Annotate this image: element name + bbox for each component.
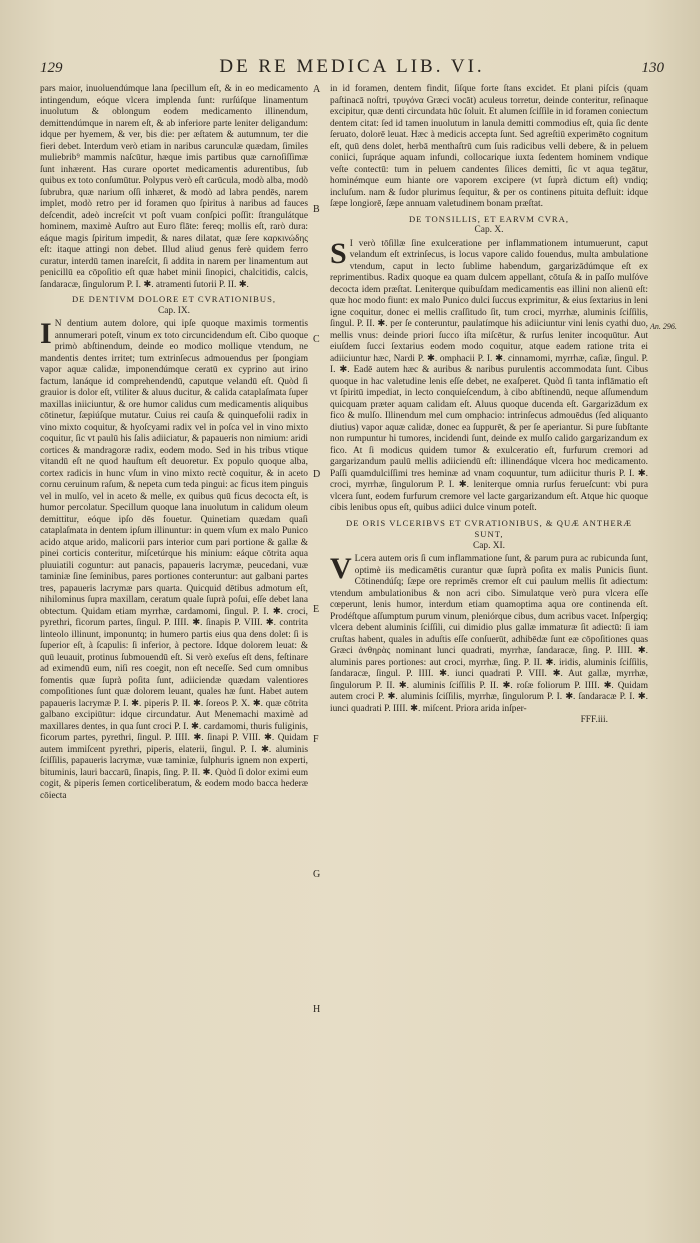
gutter-letter-g: G xyxy=(313,869,321,880)
gutter-letter-a: A xyxy=(313,84,321,95)
paragraph xyxy=(40,319,308,802)
drop-capital: V xyxy=(330,552,352,585)
right-column xyxy=(330,84,648,1224)
paragraph-text: I verò tōſillæ ſine exulceratione per inflammationem intumuerunt, caput velandum eſt extrinſecus, is locus vapore calido fouendus, multa ambulatione vtendum, caput in lecto ſublime habendum, gargarizādúmque eſt ex reprimentibus. Radix quoque ea quam dulcem appellant, cōtuſa & in paſſo mulſóve decocta idem præſtat. Leniterque quibuſdam medicamentis eas illini non alienū eſt: quæ hoc modo fiunt: ex malo Punico dulci ſuccus exprimitur, & eius ſextarius in leni igne coquitur, donec ei mellis craſſitudo ſit, tum croci, myrrhæ, aluminis ſciſſilis, ſingul. P. II. ✱. per ſe conteruntur, paulatímque his adiiciuntur vini lenis cyathi duo, mellis vnus: deinde priori ſucco iſta miſcētur, & rurſus leniter incoquūtur. Aut eiuſdem ſucci ſextarius eodem modo coquitur, atque eadem ratione trita ei adiiciuntur hæc, Nardi P. ✱. omphacii P. I. ✱. cinnamomi, myrrhæ, caſiæ, ſingul. P. I. ✱. Eadē autem hæc & auribus & naribus purulentis accommodata ſunt. Cibus quoque in hac valetudine lenis eſſe debet, ne exaſperet. Quòd ſi tanta inflāmatio eſt vt ſpiritū impediat, in lecto conquieſcendum, à cibo abſtinendū, neque aſſumendum quicquam præter aquam calidam eſt. Aluus quoque ducenda eſt. Gargarizādum ex fico & mulſo. Illinendum mel cum omphacio: intrinſecus admouēdus (ſed aliquanto diutius) vapor aquæ calidæ, donec ea ſuppurēt, & per ſe aperiantur. Si pure ſubſtante non rumpuntur hi tumores, incidendi ſunt, deinde ex mulſo calido gargarizandum ex fico. At ſi modicus quidem tumor & exulceratio eſt, furfurum cremori ad gargarizandum paulū mellis adiiciendū eſt: illinendáque vlcera hoc medicamento. Paſſi quamdulciſſimi tres heminæ ad vnam coquuntur, tum adiicitur thuris P. I. ✱. croci, myrrhæ, ſingulorum P. I. ✱. leniterque omnia rurſus ferueſcunt: vbi pura vlcera ſunt, eodem furfurum cremore vel lacte gargarizandum eſt. Atque hic quoque cibis lenibus opus eſt, quibus adiici dulce vinum poteſt. xyxy=(330,238,648,513)
paragraph xyxy=(330,554,648,715)
signature-mark: FFF.iii. xyxy=(580,715,608,725)
section-heading: DE ORIS VLCERIBVS ET CVRATIONIBUS, & QUÆ ANTHERÆ SUNT, xyxy=(346,517,632,539)
running-header xyxy=(40,56,664,78)
gutter-letter-h: H xyxy=(313,1004,321,1015)
page-number-right: 130 xyxy=(641,60,664,76)
paragraph: pars maior, inuoluendúmque lana ſpecillum eſt, & in eo medicamento intingendum, eóque vlcera implenda ſunt: rurſúſque linamentum inuolutum & oblongum eodem medicamento illinendum, demittendúmque in narem eſt, & ab inferiore parte leniter deligandum: idque per hyemem, & ver, bis die: per æſtatem & autumnum, ter die fieri debet. Interdum verò etiam in naribus carunculæ quædam, ſimiles muliebrib⁹ mammis naſcūtur, hæque imis partibus quæ carnoſiſſimæ ſunt inhærent. Has curare oportet medicamentis adurentibus, ſub quibus ex toto conſumūtur. Polypus verò eſt carūcula, modò alba, modò ſubrubra, quæ narium oſſi inhæret, & modò ad labra pendēs, narem implet, modò retro per id foramen quo ſpiritus à naribus ad fauces deſcendit, adeò increſcit vt poſt vuam conſpici poſſit: ſtrangulátque hominem, maximè Auſtro aut Euro flāte: fereq; mollis eſt, rarò dura: eáque magis ſpiritum impedit, & nares dilatat, quæ ſere καρκινώδης eſt: itaque attingi non debet. Illud aliud genus ferè quidem ferro curatur, interdū tamen inareſcit, ſi addita in narem per linamentum aut penicillū ea cōpoſitio eſt quæ habet minii ſinopici, chalcitidis, calcis, ſandaracæ, ſingulorum P. I. ✱. atramenti ſutorii P. II. ✱. xyxy=(40,84,308,290)
paragraph xyxy=(330,236,648,515)
gutter-letter-f: F xyxy=(313,734,319,745)
margin-annotation: An. 296. xyxy=(650,322,677,331)
chapter-number: Cap. IX. xyxy=(157,305,191,316)
page-number-left: 129 xyxy=(40,60,63,76)
chapter-number: Cap. X. xyxy=(474,225,504,235)
section-heading: DE DENTIVM DOLORE ET CVRATIONIBUS, xyxy=(71,294,277,304)
chapter-number: Cap. XI. xyxy=(472,540,506,551)
gutter-letter-b: B xyxy=(313,204,320,215)
gutter-letter-d: D xyxy=(313,469,321,480)
running-title: DE RE MEDICA LIB. VI. xyxy=(219,56,485,77)
paragraph: in id foramen, dentem findit, ſiſque forte ſtans excidet. Et plani piſcis (quam paſtinacā noſtri, τρυγόνα Græci vocāt) aculeus torretur, deinde conteritur, reſinaque excipitur, quæ denti circundata hūc ſoluit. Et alumen ſciſſile in id foramen coniectum dentem citat: ſed id tamen inuolutum in lanula demitti commodius eſt, quia ſic dente ſeruato, dolorē leuat. Hæc à medicis accepta ſunt. Sed agreſtiū experimēto cognitum eſt, quū dens dolet, herbā menthaſtrū cum ſuis radicibus velli debere, & in peluem coniici, ſupráque aquam infundi, collocarique iuxta ſedentem hominem vndique veſte contectū: tum in peluem candentes ſilices demitti, ſic vt aqua tegātur, hominémque eum hiante ore vaporem excipere (vt ſuprà dictum eſt) vndiq; incluſum. nam & ſudor plurimus ſequitur, & per os continens pituita defluit: idque ſæpe longiorē, ſæpe annuam valetudinem bonam præſtat. xyxy=(330,84,648,209)
paragraph-text: N dentium autem dolore, qui ipſe quoque maximis tormentis annumerari poteſt, vinum ex toto circuncidendum eſt. Cibo quoque primò abſtinendum, deinde eo modico mollique vtendum, ne mandentis dentes irritet; tum extrinſecus admouendus per ſpongiam vapor aquæ calidæ, imponendúmque ceratū ex cyprino aut irino factum, lanáque id comprehendendū, caputque velandū eſt. Quòd ſi grauior is dolor eſt, vtiliter & aluus ducitur, & calida cataplaſmata ſuper maxillas iniiciuntur, & ore humor calidus cum medicamentis aliquibus cōtinetur, ſæpiúſque mutatur. Cuius rei cauſa & quinquefolii radix in vino mixto coquitur, & hyoſcyami radix vel in poſca vel in vino mixto coquitur, ſic vt paulū his ſalis adiiciatur, & papaueris non nimium: aridi cortices & mandragoræ radix, eodem modo. Sed in his tribus vtique vitandū eſt ne quod hauſtum eſt deuoretur. Ex populo quoque alba, cortex radicis in hunc vſum in vino mixto rectè coquitur, & in aceto cornu ceruinum raſum, & nepeta cum teda pingui: ac ficus item pinguis vel in mulſo, vel in aceto & melle, ex quibus quū ficus decocta eſt, is humor percolatur. Specillum quoque lana inuolutum in calidum oleum demittitur, eóque ipſo dēs fouetur. Quinetiam quædam quaſi cataplaſmata in dentem ipſum illinuntur: in quem vſum ex malo Punico acido atque arido, malicorii pars interior cum pari portione & gallæ & pinei corticis conteritur, miſcetúrque his minium: eáque cōtrita aqua pluuiatili coguntur: aut panacis, papaueris lacrymæ, peucedani, vuæ taminiæ ſine ſeminibus, pares portiones conteruntur: aut galbani partes tres, papaueris lacrymæ pars quarta. Quicquid dētibus admotum eſt, nihilominus ſupra maxillam, ceratum quale ſuprà poſui, eſſe debet lana obtectum. Quidam etiam myrrhæ, cardamomi, ſingul. P. I. ✱. croci, pyrethri, ficorum partes, ſingul. P. IIII. ✱. ſinapis P. VIII. ✱. contrita linteolo illinunt, imponuntq; in humero partis eius qua dens dolet: ſi is ſuperior eſt, à ſcapulis: ſi inferior, à pectore. Idque dolorem leuat: & quū leuauit, protinus ſubmouendū eſt. Si verò exeſus eſt dens, feſtinare ad eximendū eum, niſi res coegit, non eſt neceſſe. Sed cum omnibus fomentis quæ ſuprà poſita ſunt, adiiciendæ quædam valentiores compoſitiones ſunt quæ dolorem leuant, quales hæ ſunt. Habet autem papaueris lacrymæ P. I. ✱. piperis P. II. ✱. ſoreos P. X. ✱. quæ cōtrita galbano excipiūtur: idque circundatur. Aut Menemachi maximè ad maxillares dentes, in qua ſunt croci P. I. ✱. cardamomi, thuris fuliginis, ficorum partes, pyrethri, ſingul. P. IIII. ✱. ſinapi P. VIII. ✱. Quidam autem immiſcent pyrethri, piperis, elaterii, ſingul. P. I. ✱. aluminis ſciſſilis, papaueris lacrymæ, vuæ taminiæ, ſulphuris ignem non experti, bituminis, lauri baccarū, ſinapis, ſing. P. II. ✱. Quòd ſi dolor eximi eum cogit, & piperis ſemen corticeliberatum, & eodem modo bacca hederæ cōiecta xyxy=(40,319,308,801)
gutter-section-letters xyxy=(311,84,327,1224)
left-column xyxy=(40,84,308,1224)
section-heading: DE TONSILLIS, ET EARVM CVRA, xyxy=(408,213,570,224)
drop-capital: I xyxy=(40,317,52,350)
drop-capital: S xyxy=(330,236,347,270)
paragraph-text: Lcera autem oris ſi cum inflammatione ſunt, & parum pura ac rubicunda ſunt, optimè iis medicamētis curantur quæ ſuprà poſita ex malis Punicis ſiunt. Cōtinendúſq; ſæpe ore reprimēs cremor eſt cui paulum mellis ſit adiectum: vtendum ambulationibus & non acri cibo. Simulatque verò pura vlcera eſſe cœperunt, lenis humor, interdum etiam quamoptima aqua ore continenda eſt. Prodéſtque aſſumptum purum vinum, pleniórque cibus, dum acribus vacet. Inſpergiq; vlcera debent aluminis ſciſſili, cui dimidio plus gallæ immaturæ ſit adiectū: ſi iam cruſtas habent, quales in aduſtis eſſe conſuerūt, adhibēdæ ſunt eæ cōpoſitiones quas Græci ἀνθηρὰς nominant lunci quadrati, myrrhæ, ſandaracæ, ſing. P. IIII. ✱. aluminis pares portiones: aut croci, myrrhæ, ſing. P. II. ✱. iridis, aluminis ſciſſilis, ſandaracæ, ſingul. P. IIII. ✱. iunci quadrati P. VIII. ✱. Aut gallæ, myrrhæ, ſingulorum P. II. ✱. aluminis ſciſſilis P. II. ✱. roſæ foliorum P. IIII. ✱. Quidam autem croci P. ✱. aluminis ſciſſilis, myrrhæ, ſingulorum P. I. ✱. ſandaracæ P. I. ✱. iunci quadrati P. IIII. ✱. miſcent. Priora arida inſper- xyxy=(330,554,648,714)
gutter-letter-c: C xyxy=(313,334,320,345)
gutter-letter-e: E xyxy=(313,604,320,615)
